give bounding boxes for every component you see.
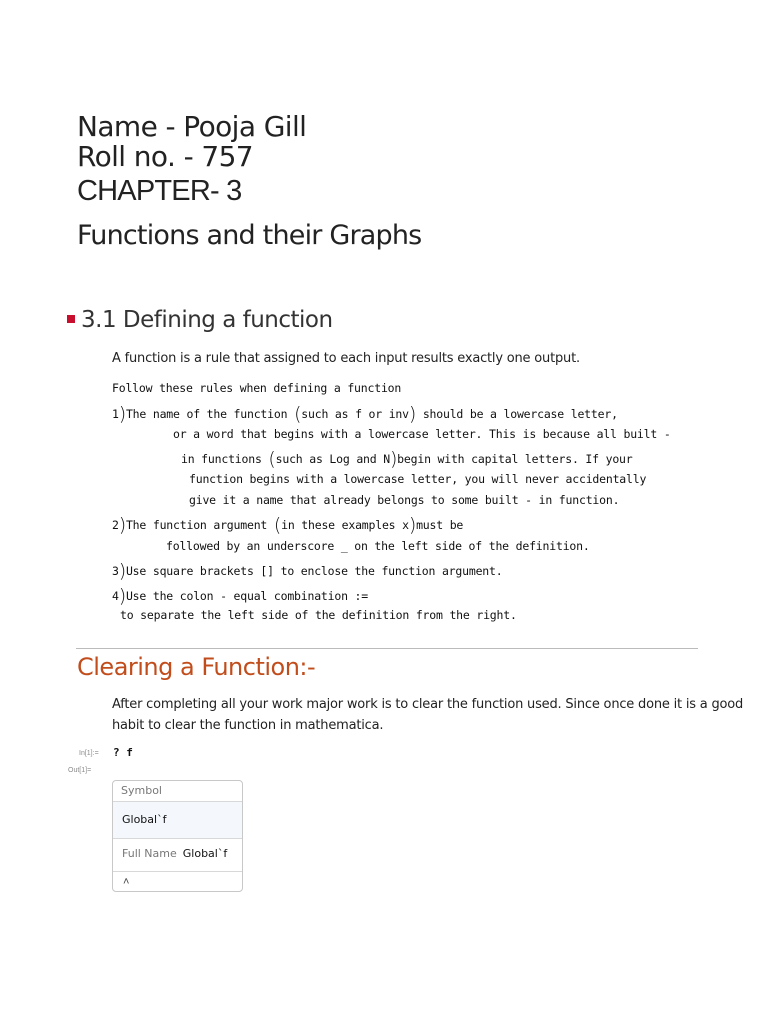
chapter-title: Functions and their Graphs <box>77 220 422 251</box>
rule1-line5: give it a name that already belongs to some built - in function. <box>189 493 620 507</box>
rule2-line2: followed by an underscore _ on the left side of the definition. <box>166 539 590 553</box>
section-marker-icon <box>67 315 75 323</box>
rule4-line2: to separate the left side of the definition from the right. <box>120 608 517 622</box>
section-heading-defining <box>67 307 333 333</box>
rule3-line: 3)Use square brackets [] to enclose the function argument. <box>112 560 503 582</box>
input-cell-code[interactable]: ? f <box>113 746 133 759</box>
panel-fullname-row <box>113 839 242 872</box>
input-cell-label: In[1]:= <box>79 750 99 757</box>
clearing-paragraph-line1: After completing all your work major work is to clear the function used. Since once done it is a good <box>112 697 744 712</box>
chevron-up-icon[interactable]: ˄ <box>123 876 130 888</box>
rule2-line1: 2)The function argument (in these examples x)must be <box>112 514 464 536</box>
section-divider <box>76 648 698 649</box>
panel-header: Symbol <box>121 784 162 797</box>
rule1-line3: in functions (such as Log and N)begin with capital letters. If your <box>181 448 633 470</box>
symbol-info-panel <box>112 780 243 892</box>
name-line: Name - Pooja Gill <box>77 110 307 143</box>
rules-heading: Follow these rules when defining a function <box>112 381 402 395</box>
rule1-line2: or a word that begins with a lowercase letter. This is because all built - <box>173 427 671 441</box>
rule1-line4: function begins with a lowercase letter, you will never accidentally <box>189 472 647 486</box>
intro-paragraph: A function is a rule that assigned to each input results exactly one output. <box>112 351 580 366</box>
chapter-line: CHAPTER- 3 <box>77 175 242 207</box>
section-heading-text: 3.1 Defining a function <box>81 307 333 333</box>
output-cell-label: Out[1]= <box>68 767 92 774</box>
rule4-line1: 4)Use the colon - equal combination := <box>112 585 369 607</box>
roll-line: Roll no. - 757 <box>77 140 254 173</box>
panel-symbol-value: Global`f <box>113 801 242 839</box>
rule1-line1: 1)The name of the function (such as f or inv) should be a lowercase letter, <box>112 403 618 425</box>
fullname-value: Global`f <box>182 847 228 860</box>
clearing-heading: Clearing a Function:- <box>77 653 316 681</box>
clearing-paragraph-line2: habit to clear the function in mathematica. <box>112 718 384 733</box>
fullname-key: Full Name <box>122 847 177 860</box>
